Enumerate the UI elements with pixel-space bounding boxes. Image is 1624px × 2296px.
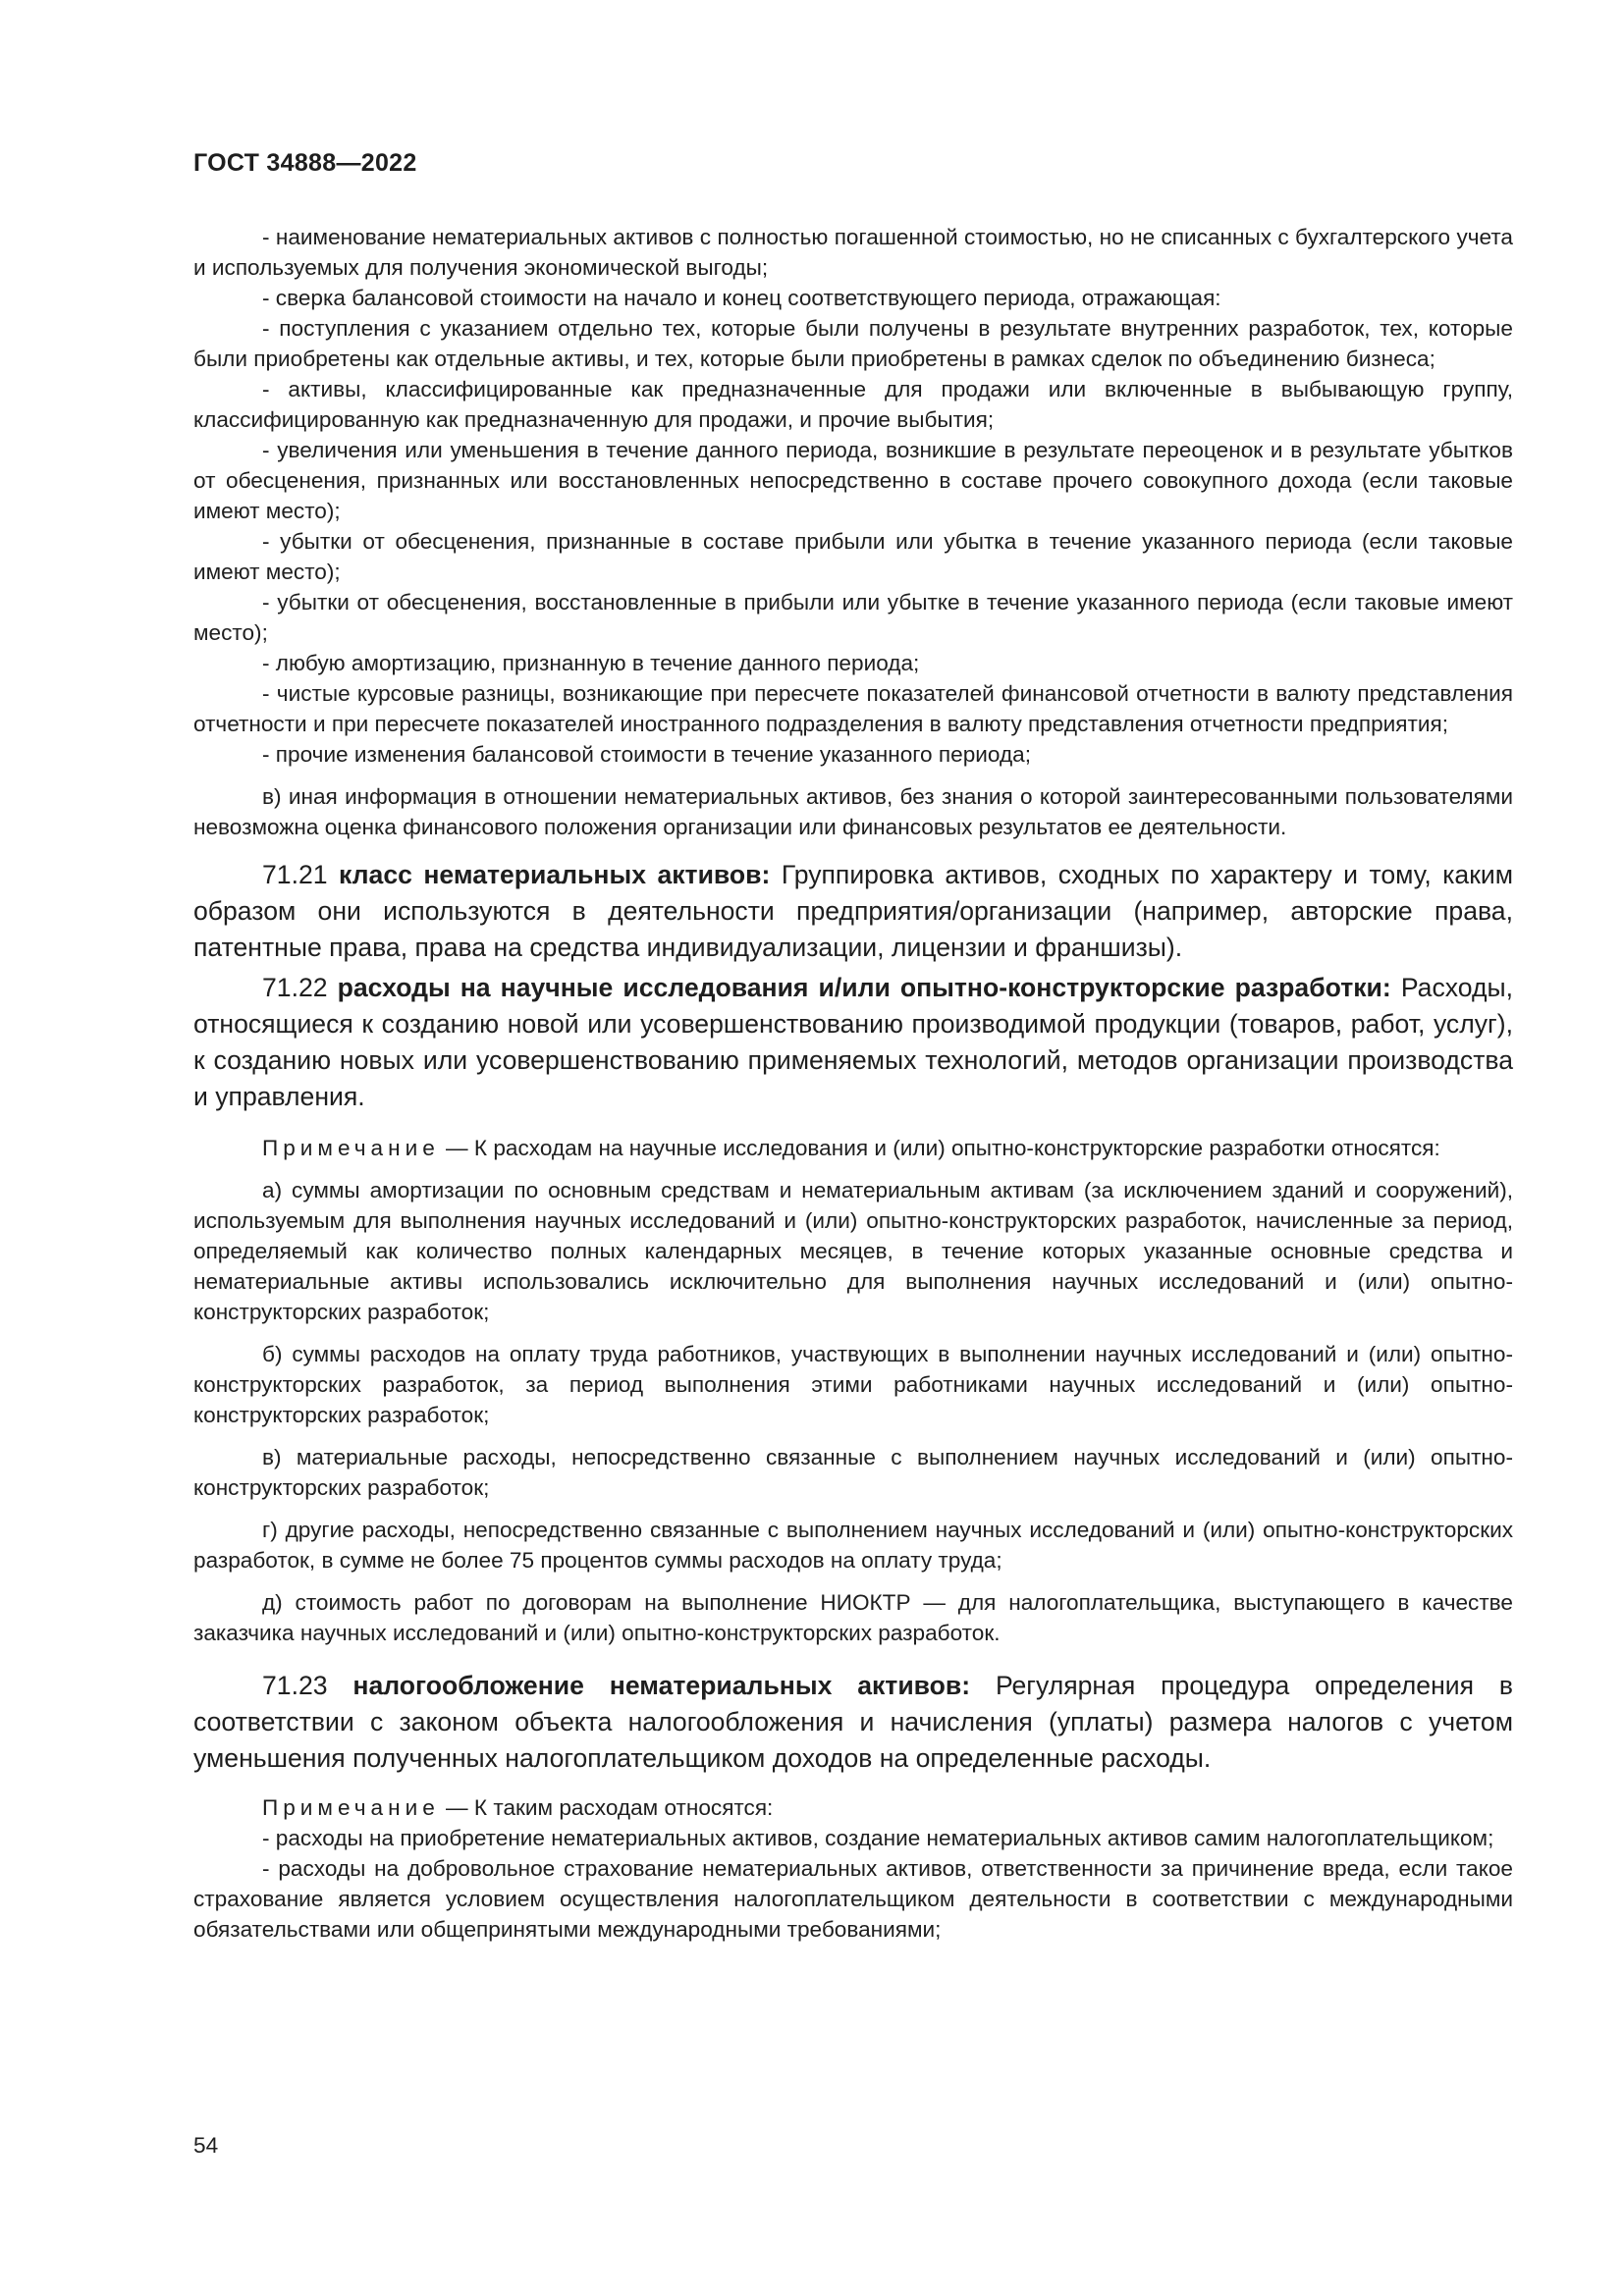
note-item: - расходы на приобретение нематериальных активов, создание нематериальных активов самим налогоплательщиком; [262, 1826, 1494, 1850]
item-v: в) иная информация в отношении нематериальных активов, без знания о которой заинтересованными пользователями невозможна оценка финансового положения организации или финансовых результатов ее деятельности. [193, 784, 1513, 839]
definition-term: расходы на научные исследования и/или опытно-конструкторские разработки: [337, 973, 1391, 1002]
definition-text: Расходы, относящиеся к созданию новой или усовершенствованию производимой продукции (товаров, работ, услуг), к созданию новых или усовершенствованию применяемых технологий, методов организации производства и управления. [193, 973, 1513, 1111]
list-item: - увеличения или уменьшения в течение данного периода, возникшие в результате переоценок и в результате убытков от обесценения, признанных или восстановленных непосредственно в составе прочего совокупного дохода (если таковые имеют место); [193, 438, 1513, 523]
definition-text: Группировка активов, сходных по характеру и тому, каким образом они используются в деятельности предприятия/организации (например, авторские права, патентные права, права на средства индивидуализации, лицензии и франшизы). [193, 860, 1513, 962]
note-label: Примечание [262, 1136, 440, 1160]
note-1 [193, 1133, 1513, 1163]
note-item: б) суммы расходов на оплату труда работников, участвующих в выполнении научных исследований и (или) опытно-конструкторских разработок, за период выполнения этими работниками научных исследований и (или) опытно-конструкторских разработок; [193, 1342, 1513, 1427]
note-label: Примечание [262, 1795, 440, 1820]
note-2 [193, 1792, 1513, 1823]
list-item: - любую амортизацию, признанную в течение данного периода; [262, 651, 920, 675]
document-header: ГОСТ 34888—2022 [193, 149, 417, 177]
note-text: — К расходам на научные исследования и (или) опытно-конструкторские разработки относятся: [439, 1136, 1440, 1160]
definition-number: 71.23 [262, 1671, 353, 1700]
note-item: а) суммы амортизации по основным средствам и нематериальным активам (за исключением зданий и сооружений), используемым для выполнения научных исследований и (или) опытно-конструкторских разработок, начисленные за период, определяемый как количество полных календарных месяцев, в течение которых указанные основные средства и нематериальные активы использовались исключительно для выполнения научных исследований и (или) опытно-конструкторских разработок; [193, 1178, 1513, 1324]
list-item: - чистые курсовые разницы, возникающие при пересчете показателей финансовой отчетности в валюту представления отчетности и при пересчете показателей иностранного подразделения в валюту представления отчетности предприятия; [193, 681, 1513, 736]
note-item: д) стоимость работ по договорам на выполнение НИОКТР — для налогоплательщика, выступающего в качестве заказчика научных исследований и (или) опытно-конструкторских разработок. [193, 1590, 1513, 1645]
definition-71-22 [193, 970, 1513, 1115]
list-item: - убытки от обесценения, восстановленные в прибыли или убытке в течение указанного периода (если таковые имеют место); [193, 590, 1513, 645]
definition-number: 71.21 [262, 860, 340, 889]
list-item: - наименование нематериальных активов с полностью погашенной стоимостью, но не списанных с бухгалтерского учета и используемых для получения экономической выгоды; [193, 225, 1513, 280]
list-item: - активы, классифицированные как предназначенные для продажи или включенные в выбывающую группу, классифицированную как предназначенную для продажи, и прочие выбытия; [193, 377, 1513, 432]
definition-term: класс нематериальных активов: [339, 860, 771, 889]
definition-71-23 [193, 1668, 1513, 1777]
definition-number: 71.22 [262, 973, 338, 1002]
page-number: 54 [193, 2133, 219, 2158]
note-item: г) другие расходы, непосредственно связанные с выполнением научных исследований и (или) опытно-конструкторских разработок, в сумме не более 75 процентов суммы расходов на оплату труда; [193, 1518, 1513, 1573]
definition-term: налогообложение нематериальных активов: [352, 1671, 971, 1700]
list-item: - сверка балансовой стоимости на начало и конец соответствующего периода, отражающая: [262, 286, 1221, 310]
note-item: в) материальные расходы, непосредственно связанные с выполнением научных исследований и (или) опытно-конструкторских разработок; [193, 1445, 1513, 1500]
document-body [193, 222, 1513, 1945]
list-item: - прочие изменения балансовой стоимости в течение указанного периода; [262, 742, 1031, 767]
definition-text: Регулярная процедура определения в соответствии с законом объекта налогообложения и начисления (уплаты) размера налогов с учетом уменьшения полученных налогоплательщиком доходов на определенные расходы. [193, 1671, 1513, 1773]
definition-71-21 [193, 857, 1513, 966]
list-item: - убытки от обесценения, признанные в составе прибыли или убытка в течение указанного периода (если таковые имеют место); [193, 529, 1513, 584]
note-item: - расходы на добровольное страхование нематериальных активов, ответственности за причинение вреда, если такое страхование является условием осуществления налогоплательщиком деятельности в соответствии с международными обязательствами или общепринятыми международными требованиями; [193, 1856, 1513, 1942]
list-item: - поступления с указанием отдельно тех, которые были получены в результате внутренних разработок, тех, которые были приобретены как отдельные активы, и тех, которые были приобретены в рамках сделок по объединению бизнеса; [193, 316, 1513, 371]
note-text: — К таким расходам относятся: [439, 1795, 774, 1820]
